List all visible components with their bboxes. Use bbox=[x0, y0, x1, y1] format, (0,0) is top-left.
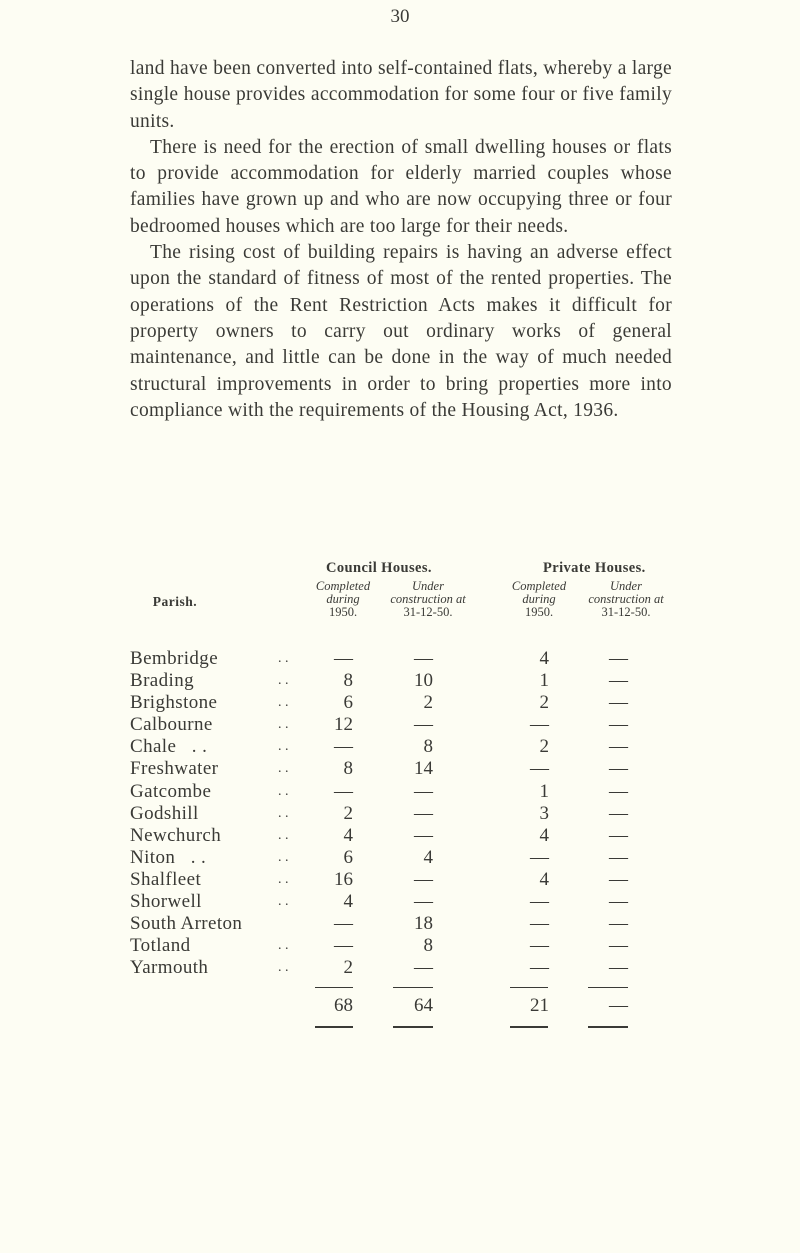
council-completed: 4 bbox=[343, 891, 353, 913]
parish-name: Newchurch bbox=[130, 824, 222, 846]
council-completed: 6 bbox=[343, 692, 353, 714]
private-completed: 4 bbox=[539, 824, 549, 846]
sub-line: during bbox=[326, 592, 360, 606]
private-completed: — bbox=[530, 758, 549, 780]
private-under: — bbox=[609, 935, 628, 957]
private-completed: 4 bbox=[539, 648, 549, 669]
private-under: — bbox=[609, 758, 628, 780]
council-houses-header: Council Houses. bbox=[326, 560, 432, 576]
council-completed: 4 bbox=[343, 824, 353, 846]
table-row bbox=[130, 913, 700, 935]
private-under: — bbox=[609, 780, 628, 802]
private-completed-header bbox=[504, 580, 574, 619]
private-under: — bbox=[609, 648, 628, 669]
private-under: — bbox=[609, 692, 628, 714]
sub-line: construction at bbox=[390, 592, 466, 606]
table-row bbox=[130, 869, 700, 891]
council-completed: 16 bbox=[334, 868, 353, 890]
council-under: — bbox=[414, 780, 433, 802]
total-private-completed: 21 bbox=[530, 995, 549, 1017]
rule bbox=[588, 1026, 628, 1028]
council-completed-header bbox=[308, 580, 378, 619]
rule bbox=[315, 1026, 353, 1028]
private-under: — bbox=[609, 957, 628, 979]
council-completed: — bbox=[334, 935, 353, 957]
leader-dots: . . bbox=[278, 695, 289, 711]
council-completed: 12 bbox=[334, 714, 353, 736]
table-row bbox=[130, 781, 700, 803]
leader-dots: . . bbox=[278, 717, 289, 733]
private-under: — bbox=[609, 714, 628, 736]
parish-header: Parish. bbox=[152, 594, 198, 609]
private-completed: — bbox=[530, 957, 549, 979]
leader-dots: . . bbox=[278, 739, 289, 755]
leader-dots: . . bbox=[278, 849, 289, 865]
table-row bbox=[130, 847, 700, 869]
housing-table bbox=[130, 560, 700, 1034]
leader-dots: . . bbox=[278, 960, 289, 976]
private-completed: 3 bbox=[539, 802, 549, 824]
table-row bbox=[130, 670, 700, 692]
private-completed: — bbox=[530, 891, 549, 913]
private-under: — bbox=[609, 670, 628, 692]
private-houses-header: Private Houses. bbox=[543, 560, 646, 576]
parish-name: Shalfleet bbox=[130, 868, 202, 890]
sub-line: construction at bbox=[588, 592, 664, 606]
leader-dots: . . bbox=[278, 894, 289, 910]
total-private-under: — bbox=[609, 995, 628, 1017]
council-completed: 2 bbox=[343, 957, 353, 979]
paragraph: land have been converted into self-contained flats, whereby a large single house provides accommodation for some four or five family units. bbox=[130, 58, 672, 132]
rule bbox=[510, 987, 548, 988]
private-under-header bbox=[570, 580, 682, 619]
parish-name: South Arreton bbox=[130, 913, 243, 935]
rule bbox=[588, 987, 628, 988]
council-under: — bbox=[414, 891, 433, 913]
table-row bbox=[130, 803, 700, 825]
parish-name: Shorwell bbox=[130, 891, 202, 913]
sub-line: during bbox=[522, 592, 556, 606]
private-completed: 1 bbox=[539, 780, 549, 802]
council-completed: 2 bbox=[343, 802, 353, 824]
sub-line: 1950. bbox=[524, 605, 554, 619]
council-under: 18 bbox=[414, 913, 433, 935]
rule bbox=[510, 1026, 548, 1028]
table-row bbox=[130, 825, 700, 847]
totals-row bbox=[130, 995, 700, 1017]
table-header bbox=[130, 560, 700, 648]
sub-line: 31-12-50. bbox=[403, 605, 453, 619]
council-completed: 8 bbox=[343, 670, 353, 692]
parish-name: Yarmouth bbox=[130, 957, 209, 979]
parish-name: Calbourne bbox=[130, 714, 213, 736]
private-completed: — bbox=[530, 714, 549, 736]
total-council-completed: 68 bbox=[334, 995, 353, 1017]
sub-line: Completed bbox=[511, 579, 567, 593]
council-under: — bbox=[414, 802, 433, 824]
council-completed: — bbox=[334, 913, 353, 935]
council-under: — bbox=[414, 957, 433, 979]
table-row bbox=[130, 891, 700, 913]
table-row bbox=[130, 648, 700, 670]
table-row bbox=[130, 758, 700, 780]
council-under: — bbox=[414, 868, 433, 890]
private-under: — bbox=[609, 891, 628, 913]
sub-line: 1950. bbox=[328, 605, 358, 619]
private-under: — bbox=[609, 913, 628, 935]
council-under: 4 bbox=[423, 846, 433, 868]
council-under: 2 bbox=[423, 692, 433, 714]
paragraph: The rising cost of building repairs is having an adverse effect upon the standard of fitness of most of the rented properties. The operations of the Rent Restriction Acts makes it difficult for property owners to carry out ordinary works of general maintenance, and little can be done in the way of much needed structural improvements in order to bring properties more into compliance with the requirements of the Housing Act, 1936. bbox=[130, 242, 672, 421]
council-completed: — bbox=[334, 648, 353, 669]
private-under: — bbox=[609, 824, 628, 846]
private-completed: 2 bbox=[539, 736, 549, 758]
private-under: — bbox=[609, 868, 628, 890]
parish-name: Chale . . bbox=[130, 736, 208, 758]
table-body bbox=[130, 648, 700, 979]
parish-name: Freshwater bbox=[130, 758, 219, 780]
leader-dots: . . bbox=[278, 673, 289, 689]
parish-name: Gatcombe bbox=[130, 780, 212, 802]
private-completed: — bbox=[530, 846, 549, 868]
body-text bbox=[130, 56, 672, 424]
leader-dots: . . bbox=[278, 761, 289, 777]
council-under-header bbox=[373, 580, 483, 619]
private-completed: — bbox=[530, 913, 549, 935]
table-row bbox=[130, 935, 700, 957]
council-under: — bbox=[414, 824, 433, 846]
council-under: 10 bbox=[414, 670, 433, 692]
parish-name: Niton . . bbox=[130, 846, 207, 868]
private-completed: 4 bbox=[539, 868, 549, 890]
council-under: 14 bbox=[414, 758, 433, 780]
private-completed: — bbox=[530, 935, 549, 957]
sub-line: Under bbox=[412, 579, 444, 593]
leader-dots: . . bbox=[278, 938, 289, 954]
council-under: 8 bbox=[423, 736, 433, 758]
total-council-under: 64 bbox=[414, 995, 433, 1017]
sub-line: Completed bbox=[315, 579, 371, 593]
council-completed: — bbox=[334, 780, 353, 802]
parish-name: Totland bbox=[130, 935, 191, 957]
parish-name: Brighstone bbox=[130, 692, 218, 714]
sub-line: 31-12-50. bbox=[601, 605, 651, 619]
council-completed: 6 bbox=[343, 846, 353, 868]
leader-dots: . . bbox=[278, 805, 289, 821]
double-rule-lines bbox=[130, 1018, 700, 1034]
table-row bbox=[130, 957, 700, 979]
council-completed: — bbox=[334, 736, 353, 758]
leader-dots: . . bbox=[278, 871, 289, 887]
private-under: — bbox=[609, 736, 628, 758]
parish-name: Bembridge bbox=[130, 648, 219, 669]
table-row bbox=[130, 736, 700, 758]
council-under: — bbox=[414, 714, 433, 736]
leader-dots: . . bbox=[278, 827, 289, 843]
private-completed: 1 bbox=[539, 670, 549, 692]
private-completed: 2 bbox=[539, 692, 549, 714]
rule bbox=[315, 987, 353, 988]
page-number: 30 bbox=[390, 6, 410, 27]
private-under: — bbox=[609, 802, 628, 824]
leader-dots: . . bbox=[278, 783, 289, 799]
table-row bbox=[130, 714, 700, 736]
council-under: 8 bbox=[423, 935, 433, 957]
parish-name: Brading bbox=[130, 670, 195, 692]
council-under: — bbox=[414, 648, 433, 669]
leader-dots: . . bbox=[278, 651, 289, 666]
rule bbox=[393, 987, 433, 988]
council-completed: 8 bbox=[343, 758, 353, 780]
parish-name: Godshill bbox=[130, 802, 199, 824]
rule-lines bbox=[130, 979, 700, 995]
private-under: — bbox=[609, 846, 628, 868]
table-row bbox=[130, 692, 700, 714]
paragraph: There is need for the erection of small dwelling houses or flats to provide accommodation for elderly married couples whose families have grown up and who are now occupying three or four bedroomed houses which are too large for their needs. bbox=[130, 136, 672, 237]
rule bbox=[393, 1026, 433, 1028]
sub-line: Under bbox=[610, 579, 642, 593]
